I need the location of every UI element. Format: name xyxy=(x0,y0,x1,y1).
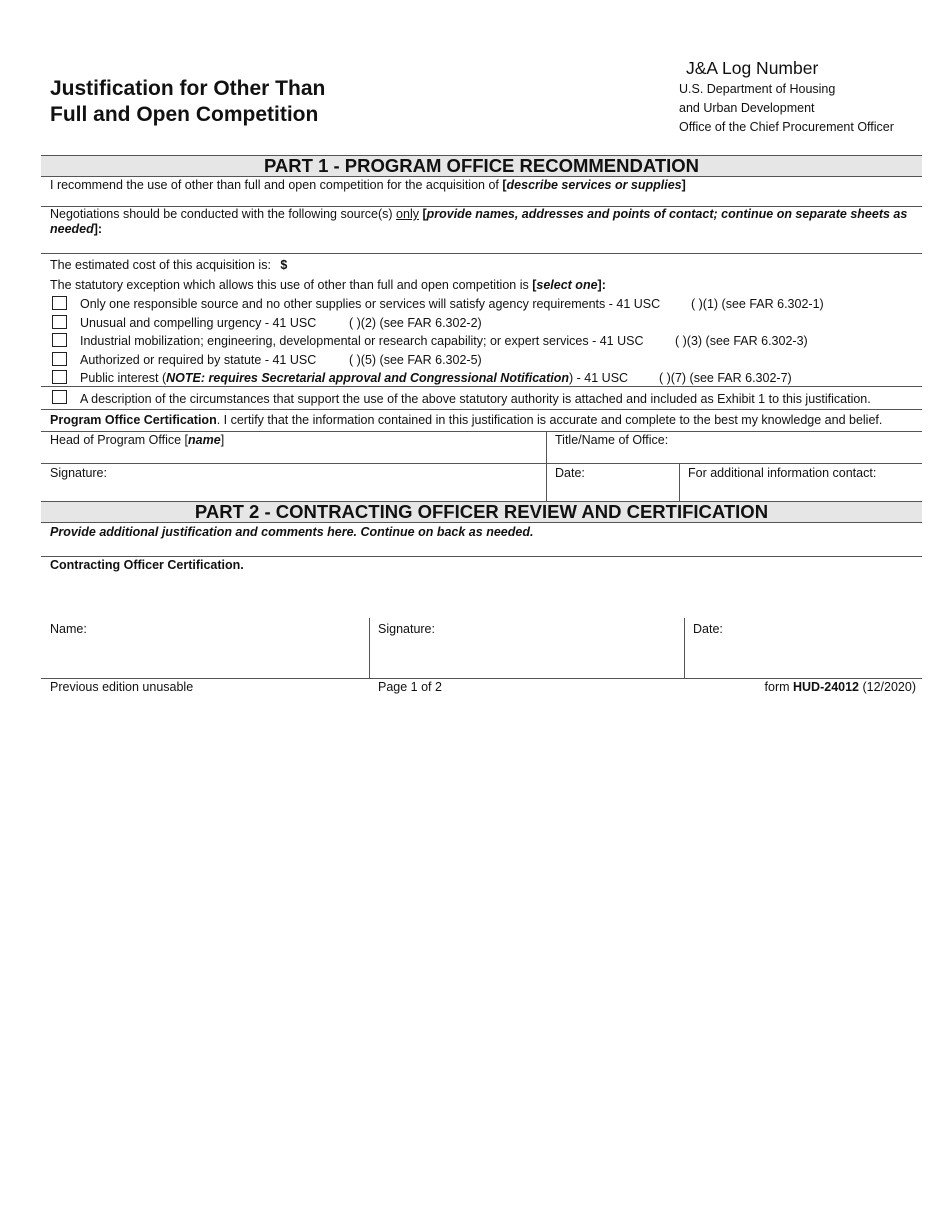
page-number: Page 1 of 2 xyxy=(378,680,442,694)
cost-symbol: $ xyxy=(280,258,288,272)
edition-note: Previous edition unusable xyxy=(50,680,194,694)
negotiations-only: only xyxy=(396,207,419,221)
additional-contact-field[interactable]: For additional information contact: xyxy=(688,466,877,480)
option-1-checkbox[interactable] xyxy=(52,296,67,310)
head-label-post: ] xyxy=(220,433,225,447)
estimated-cost-field[interactable] xyxy=(50,258,287,272)
form-number xyxy=(765,680,916,694)
option-1-cite: ( )(1) (see FAR 6.302-1) xyxy=(691,297,824,311)
option-1-label: Only one responsible source and no other supplies or services will satisfy agency requirements - 41 USC xyxy=(80,297,661,311)
certification-bold: Program Office Certification xyxy=(50,413,217,427)
recommend-bracket-open: [ xyxy=(502,178,507,192)
head-label-pre: Head of Program Office [ xyxy=(50,433,189,447)
recommend-bracket-close: ] xyxy=(681,178,686,192)
exception-text: The statutory exception which allows this use of other than full and open competition is xyxy=(50,278,533,292)
head-label-name: name xyxy=(188,433,221,447)
co-name-field[interactable]: Name: xyxy=(50,622,87,636)
negotiations-field[interactable] xyxy=(50,207,910,237)
option-3-label: Industrial mobilization; engineering, developmental or research capability; or expert services - 41 USC xyxy=(80,334,644,348)
negotiations-text: Negotiations should be conducted with the following source(s) xyxy=(50,207,397,221)
recommend-text: I recommend the use of other than full and open competition for the acquisition of xyxy=(50,178,503,192)
exception-placeholder: select one xyxy=(536,278,598,292)
program-signature-field[interactable]: Signature: xyxy=(50,466,107,480)
option-3-checkbox[interactable] xyxy=(52,333,67,347)
agency-line-2: and Urban Development xyxy=(679,101,815,115)
form-title xyxy=(50,76,325,128)
exhibit-checkbox[interactable] xyxy=(52,390,67,404)
option-5-label-post: ) - 41 USC xyxy=(569,371,629,385)
option-3-cite: ( )(3) (see FAR 6.302-3) xyxy=(675,334,808,348)
option-5-note: NOTE: requires Secretarial approval and Congressional Notification xyxy=(166,371,570,385)
option-4-checkbox[interactable] xyxy=(52,352,67,366)
agency-block xyxy=(679,80,894,137)
exception-bracket-open: [ xyxy=(532,278,537,292)
part2-heading: PART 2 - CONTRACTING OFFICER REVIEW AND CERTIFICATION xyxy=(41,501,922,523)
form-title-line-1: Justification for Other Than xyxy=(50,77,326,100)
agency-line-3: Office of the Chief Procurement Officer xyxy=(679,120,894,134)
co-signature-field[interactable]: Signature: xyxy=(378,622,435,636)
exception-bracket-close: ]: xyxy=(597,278,606,292)
head-of-program-office-field[interactable] xyxy=(50,433,224,447)
exhibit-text: A description of the circumstances that support the use of the above statutory authority is attached and included as Exhibit 1 to this justification. xyxy=(80,392,871,406)
log-number-label: J&A Log Number xyxy=(686,58,819,78)
option-5-label xyxy=(80,371,628,385)
option-4-cite: ( )(5) (see FAR 6.302-5) xyxy=(349,353,482,367)
certification-text: . I certify that the information contained in this justification is accurate and complete to the best my knowledge and belief. xyxy=(216,413,883,427)
option-5-checkbox[interactable] xyxy=(52,370,67,384)
option-2-label: Unusual and compelling urgency - 41 USC xyxy=(80,316,317,330)
part1-heading: PART 1 - PROGRAM OFFICE RECOMMENDATION xyxy=(41,155,922,177)
co-date-field[interactable]: Date: xyxy=(693,622,723,636)
negotiations-placeholder: provide names, addresses and points of contact; continue on separate sheets as needed xyxy=(50,207,908,236)
negotiations-bracket-close: ]: xyxy=(93,222,103,236)
agency-line-1: U.S. Department of Housing xyxy=(679,82,836,96)
program-date-field[interactable]: Date: xyxy=(555,466,585,480)
option-5-cite: ( )(7) (see FAR 6.302-7) xyxy=(659,371,792,385)
option-4-label: Authorized or required by statute - 41 USC xyxy=(80,353,317,367)
recommend-field[interactable] xyxy=(50,178,686,192)
program-office-certification xyxy=(50,413,882,427)
contracting-officer-certification: Contracting Officer Certification. xyxy=(50,558,244,572)
option-5-label-pre: Public interest ( xyxy=(80,371,167,385)
recommend-placeholder: describe services or supplies xyxy=(506,178,682,192)
form-date: (12/2020) xyxy=(859,680,916,694)
cost-label: The estimated cost of this acquisition is: xyxy=(50,258,271,272)
title-name-of-office-field[interactable]: Title/Name of Office: xyxy=(555,433,669,447)
option-2-cite: ( )(2) (see FAR 6.302-2) xyxy=(349,316,482,330)
comments-field[interactable]: Provide additional justification and comments here. Continue on back as needed. xyxy=(50,525,534,539)
form-title-line-2: Full and Open Competition xyxy=(50,103,319,126)
form-prefix: form xyxy=(764,680,793,694)
exception-prompt xyxy=(50,278,606,292)
form-number-id: HUD-24012 xyxy=(793,680,860,694)
option-2-checkbox[interactable] xyxy=(52,315,67,329)
negotiations-bracket-open: [ xyxy=(418,207,427,221)
